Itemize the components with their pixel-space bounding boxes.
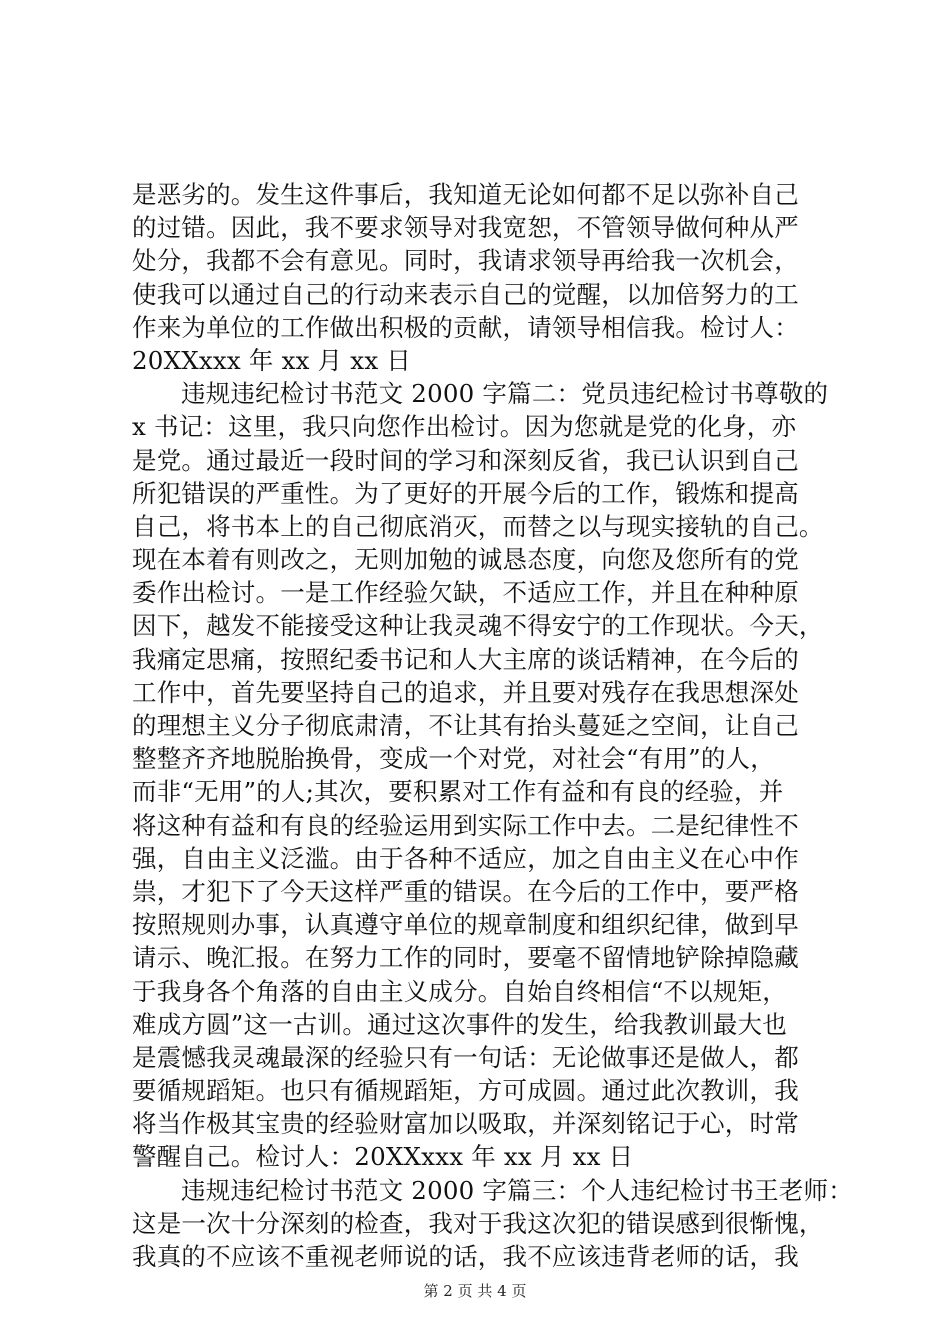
text-line: 是党。通过最近一段时间的学习和深刻反省，我已认识到自己 — [132, 445, 799, 475]
text-line: 自己，将书本上的自己彻底消灭，而替之以与现实接轨的自己。 — [132, 511, 824, 541]
text-line: 祟，才犯下了今天这样严重的错误。在今后的工作中，要严格 — [132, 876, 799, 906]
text-line: 难成方圆”这一古训。通过这次事件的发生，给我教训最大也 — [132, 1009, 787, 1039]
text-line: 我真的不应该不重视老师说的话，我不应该违背老师的话，我 — [132, 1242, 799, 1271]
text-line: 的理想主义分子彻底肃清，不让其有抬头蔓延之空间，让自己 — [132, 711, 799, 740]
text-line: 而非“无用”的人;其次，要积累对工作有益和有良的经验，并 — [132, 777, 784, 807]
text-line: 整整齐齐地脱胎换骨，变成一个对党，对社会“有用”的人， — [132, 744, 775, 774]
text-line: 作来为单位的工作做出积极的贡献，请领导相信我。检讨人： — [132, 312, 799, 342]
text-line: 警醒自己。检讨人：20XXxxx 年 xx 月 xx 日 — [132, 1142, 634, 1172]
text-line: 将当作极其宝贵的经验财富加以吸取，并深刻铭记于心，时常 — [132, 1109, 799, 1139]
text-line: 因下，越发不能接受这种让我灵魂不得安宁的工作现状。今天， — [132, 611, 824, 641]
text-line: 将这种有益和有良的经验运用到实际工作中去。二是纪律性不 — [132, 810, 799, 840]
text-line: 现在本着有则改之，无则加勉的诚恳态度，向您及您所有的党 — [132, 545, 799, 575]
text-line: 于我身各个角落的自由主义成分。自始自终相信“不以规矩， — [132, 976, 787, 1006]
text-line: 违规违纪检讨书范文 2000 字篇二：党员违纪检讨书尊敬的 — [181, 379, 829, 409]
text-line: 要循规蹈矩。也只有循规蹈矩，方可成圆。通过此次教训，我 — [132, 1076, 799, 1106]
text-line: 工作中，首先要坚持自己的追求，并且要对残存在我思想深处 — [132, 677, 799, 707]
text-line: 强，自由主义泛滥。由于各种不适应，加之自由主义在心中作 — [132, 843, 799, 873]
text-line: 委作出检讨。一是工作经验欠缺，不适应工作，并且在种种原 — [132, 578, 799, 608]
document-body — [132, 178, 853, 1273]
text-line: 处分，我都不会有意见。同时，我请求领导再给我一次机会， — [132, 246, 799, 276]
text-line: 违规违纪检讨书范文 2000 字篇三：个人违纪检讨书王老师： — [181, 1175, 853, 1205]
text-line: 所犯错误的严重性。为了更好的开展今后的工作，锻炼和提高 — [132, 478, 799, 508]
text-line: 使我可以通过自己的行动来表示自己的觉醒，以加倍努力的工 — [132, 279, 799, 309]
text-line: 请示、晚汇报。在努力工作的同时，要毫不留情地铲除掉隐藏 — [132, 943, 799, 973]
page-footer: 第 2 页 共 4 页 — [423, 1282, 527, 1300]
text-line: 是恶劣的。发生这件事后，我知道无论如何都不足以弥补自己 — [132, 180, 799, 209]
text-line: 20XXxxx 年 xx 月 xx 日 — [132, 345, 412, 375]
text-line: 按照规则办事，认真遵守单位的规章制度和组织纪律，做到早 — [132, 910, 799, 940]
text-line: x 书记：这里，我只向您作出检讨。因为您就是党的化身，亦 — [132, 412, 797, 442]
text-line: 的过错。因此，我不要求领导对我宽恕，不管领导做何种从严 — [132, 213, 799, 243]
text-line: 我痛定思痛，按照纪委书记和人大主席的谈话精神，在今后的 — [132, 644, 799, 674]
text-line: 这是一次十分深刻的检查，我对于我这次犯的错误感到很惭愧， — [132, 1208, 824, 1238]
text-line: 是震憾我灵魂最深的经验只有一句话：无论做事还是做人，都 — [132, 1042, 799, 1072]
